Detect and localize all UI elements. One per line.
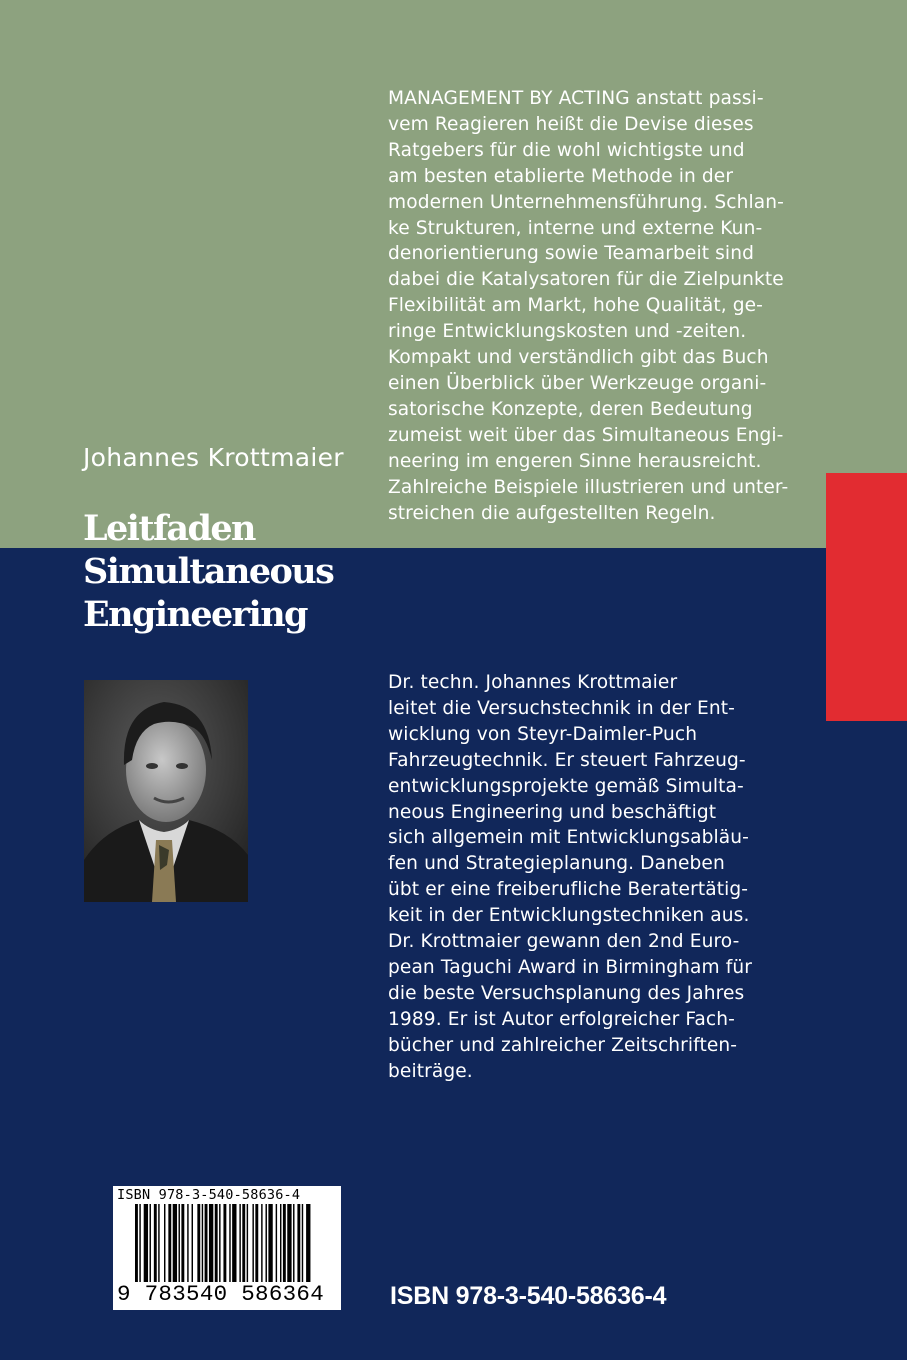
barcode-bar: [276, 1204, 277, 1282]
blurb-line: denorientierung sowie Teamarbeit sind: [388, 243, 754, 265]
blurb-line: vem Reagieren heißt die Devise dieses: [388, 113, 754, 135]
barcode-bar: [239, 1204, 240, 1282]
blurb-line: MANAGEMENT BY ACTING anstatt passi-: [388, 88, 764, 109]
bio-line: übt er eine freiberufliche Beratertätig-: [388, 879, 749, 901]
barcode-bar: [293, 1204, 294, 1282]
blurb-line: dabei die Katalysatoren für die Zielpunkte: [388, 269, 784, 291]
bio-line: entwicklungsprojekte gemäß Simulta-: [388, 775, 744, 797]
title-line: Simultaneous: [83, 551, 334, 592]
author-name: Johannes Krottmaier: [83, 443, 344, 472]
barcode-bar: [205, 1204, 208, 1282]
barcode-bar: [202, 1204, 203, 1282]
barcode-bar: [229, 1204, 230, 1282]
blurb-line: modernen Unternehmensführung. Schlan-: [388, 191, 784, 213]
bio-line: neous Engineering und beschäftigt: [388, 801, 717, 823]
barcode-isbn-label: ISBN 978-3-540-58636-4: [117, 1187, 301, 1203]
barcode-bar: [261, 1204, 262, 1282]
bio-line: leitet die Versuchstechnik in der Ent-: [388, 697, 735, 719]
barcode-bar: [158, 1204, 159, 1282]
barcode-bar: [168, 1204, 171, 1282]
blurb-line: zumeist weit über das Simultaneous Engi-: [388, 424, 784, 446]
barcode-bar: [287, 1204, 291, 1282]
bio-line: bücher und zahlreicher Zeitschriften-: [388, 1034, 738, 1056]
barcode-bar: [306, 1204, 310, 1282]
barcode-bar: [297, 1204, 300, 1282]
author-portrait-image: [84, 680, 248, 902]
barcode-bar: [197, 1204, 200, 1282]
barcode-bar: [164, 1204, 165, 1282]
back-cover-blurb: [388, 86, 818, 526]
barcode-bar: [150, 1204, 151, 1282]
blurb-line: am besten etablierte Methode in der: [388, 165, 734, 187]
blurb-line: einen Überblick über Werkzeuge organi-: [388, 372, 767, 394]
barcode-bar: [144, 1204, 148, 1282]
bio-line: wicklung von Steyr-Daimler-Puch: [388, 723, 698, 745]
bio-line: die beste Versuchsplanung des Jahres: [388, 982, 745, 1004]
author-bio: [388, 670, 818, 1085]
barcode-bar: [266, 1204, 267, 1282]
barcode-bar: [135, 1204, 138, 1282]
bio-line: keit in der Entwicklungstechniken aus.: [388, 905, 750, 927]
barcode-bar: [209, 1204, 213, 1282]
bio-line: beiträge.: [388, 1060, 473, 1082]
blurb-line: Ratgebers für die wohl wichtigste und: [388, 139, 745, 161]
barcode-bar: [219, 1204, 220, 1282]
isbn-number: ISBN 978-3-540-58636-4: [390, 1282, 667, 1310]
barcode-digits: 9 783540 586364: [117, 1281, 325, 1307]
author-photo: [84, 680, 248, 902]
title-line: Engineering: [83, 594, 307, 635]
barcode-bar: [302, 1204, 303, 1282]
barcode-bar: [173, 1204, 177, 1282]
title-line: Leitfaden: [83, 508, 255, 549]
barcode-bar: [187, 1204, 188, 1282]
barcode-bar: [255, 1204, 258, 1282]
barcode-bar: [223, 1204, 226, 1282]
bio-line: pean Taguchi Award in Birmingham für: [388, 956, 753, 978]
barcode-bar: [179, 1204, 180, 1282]
bio-line: Dr. Krottmaier gewann den 2nd Euro-: [388, 931, 740, 953]
isbn-barcode: [113, 1186, 341, 1310]
barcode-bar: [280, 1204, 281, 1282]
red-accent-tab: [826, 473, 907, 721]
barcode-bar: [242, 1204, 245, 1282]
book-title: [83, 507, 383, 636]
barcode-bar: [154, 1204, 157, 1282]
bio-line: fen und Strategieplanung. Daneben: [388, 853, 725, 875]
bio-line: sich allgemein mit Entwicklungsabläu-: [388, 827, 749, 849]
blurb-line: streichen die aufgestellten Regeln.: [388, 502, 716, 524]
barcode-bar: [181, 1204, 184, 1282]
barcode-bar: [283, 1204, 286, 1282]
barcode-bar: [247, 1204, 248, 1282]
barcode-bar: [192, 1204, 193, 1282]
bio-line: Dr. techn. Johannes Krottmaier: [388, 672, 678, 693]
blurb-line: Kompakt und verständlich gibt das Buch: [388, 347, 769, 369]
blurb-line: neering im engeren Sinne herausreicht.: [388, 450, 762, 472]
barcode-bar: [232, 1204, 236, 1282]
barcode-bar: [252, 1204, 253, 1282]
barcode-bar: [139, 1204, 140, 1282]
blurb-line: satorische Konzepte, deren Bedeutung: [388, 398, 753, 420]
blurb-line: ringe Entwicklungskosten und -zeiten.: [388, 321, 747, 343]
blurb-line: Zahlreiche Beispiele illustrieren und unter-: [388, 476, 789, 498]
barcode-bar: [215, 1204, 218, 1282]
barcode-bar: [268, 1204, 272, 1282]
blurb-line: ke Strukturen, interne und externe Kun-: [388, 217, 763, 239]
blurb-line: Flexibilität am Markt, hohe Qualität, ge-: [388, 295, 763, 317]
bio-line: 1989. Er ist Autor erfolgreicher Fach-: [388, 1008, 735, 1030]
bio-line: Fahrzeugtechnik. Er steuert Fahrzeug-: [388, 749, 746, 771]
